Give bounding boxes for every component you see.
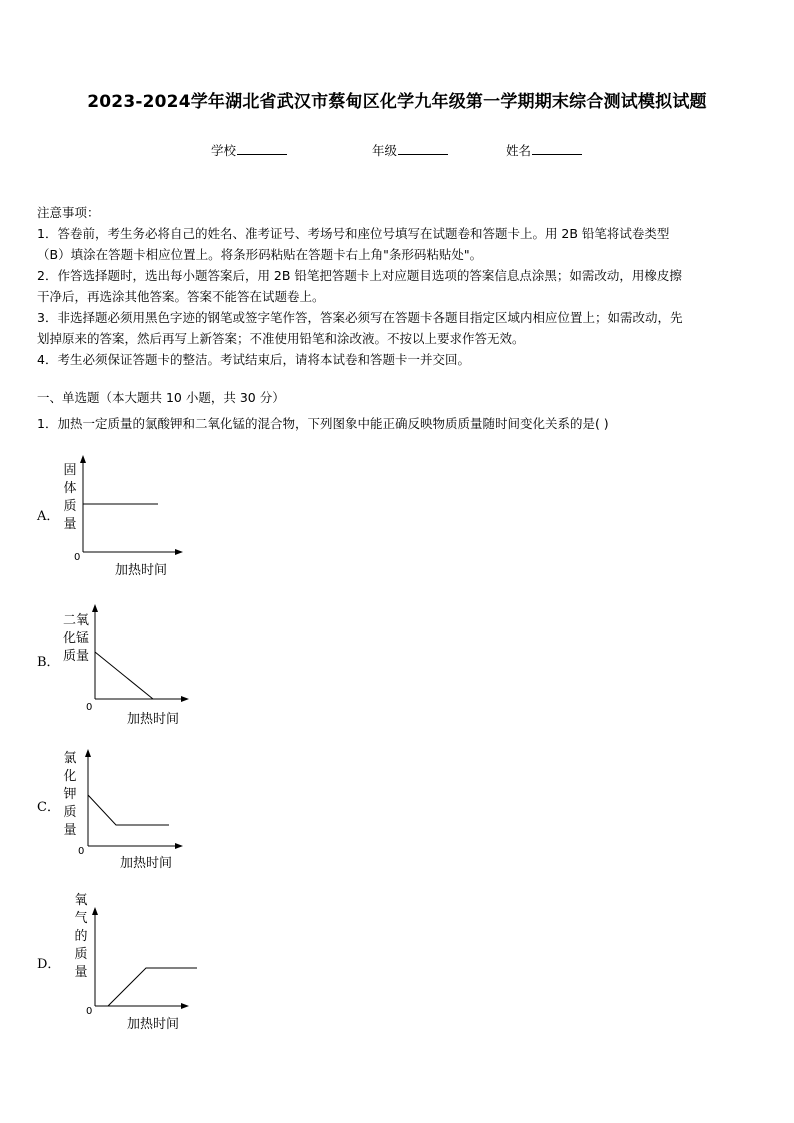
question-stem: 1．加热一定质量的氯酸钾和二氧化锰的混合物，下列图象中能正确反映物质质量随时间变化关系的是( ) — [37, 416, 609, 431]
name-label: 姓名 — [506, 143, 532, 158]
y-axis-label: 氧 气 的 质 量 — [74, 893, 88, 980]
notes-line: 干净后，再选涂其他答案。答案不能答在试题卷上。 — [37, 289, 325, 304]
notes-line: 3．非选择题必须用黑色字迹的钢笔或签字笔作答，答案必须写在答题卡各题目指定区域内相应位置上；如需改动，先 — [37, 310, 683, 325]
x-axis-label: 加热时间 — [120, 856, 173, 871]
notes-line: （B）填涂在答题卡相应位置上。将条形码粘贴在答题卡右上角"条形码粘贴处"。 — [37, 247, 483, 262]
notes-line: 4．考生必须保证答题卡的整洁。考试结束后，请将本试卷和答题卡一并交回。 — [37, 352, 470, 367]
school-label: 学校 — [211, 143, 237, 158]
option-label: C． — [37, 800, 60, 815]
notes-line: 1．答卷前，考生务必将自己的姓名、准考证号、考场号和座位号填写在试题卷和答题卡上。用 2B 铅笔将试卷类型 — [37, 226, 670, 241]
y-axis-label: 固 体 质 量 — [63, 463, 77, 532]
section-title: 一、单选题（本大题共 10 小题，共 30 分） — [37, 390, 285, 405]
origin-label: 0 — [74, 552, 81, 563]
x-axis-arrow — [181, 1003, 189, 1009]
y-axis-label: 氯 化 钾 质 量 — [63, 751, 77, 838]
origin-label: 0 — [86, 1006, 93, 1017]
x-axis-label: 加热时间 — [127, 1017, 180, 1032]
data-line — [108, 968, 197, 1006]
option-label: B． — [37, 655, 60, 670]
origin-label: 0 — [78, 846, 85, 857]
origin-label: 0 — [86, 702, 93, 713]
option-label: A． — [37, 509, 60, 524]
notes-heading: 注意事项： — [37, 205, 100, 220]
notes-line: 划掉原来的答案，然后再写上新答案；不准使用铅笔和涂改液。不按以上要求作答无效。 — [37, 331, 525, 346]
notes-line: 2．作答选择题时，选出每小题答案后，用 2B 铅笔把答题卡上对应题目选项的答案信息点涂黑；如需改动，用橡皮擦 — [37, 268, 682, 283]
page-title: 2023-2024学年湖北省武汉市蔡甸区化学九年级第一学期期末综合测试模拟试题 — [87, 92, 707, 112]
grade-label: 年级 — [372, 143, 398, 158]
y-axis-arrow — [92, 907, 98, 915]
y-axis-label: 二氧 化锰 质量 — [62, 613, 89, 664]
x-axis-label: 加热时间 — [127, 712, 180, 727]
x-axis-label: 加热时间 — [115, 563, 168, 578]
option-label: D． — [37, 957, 61, 972]
